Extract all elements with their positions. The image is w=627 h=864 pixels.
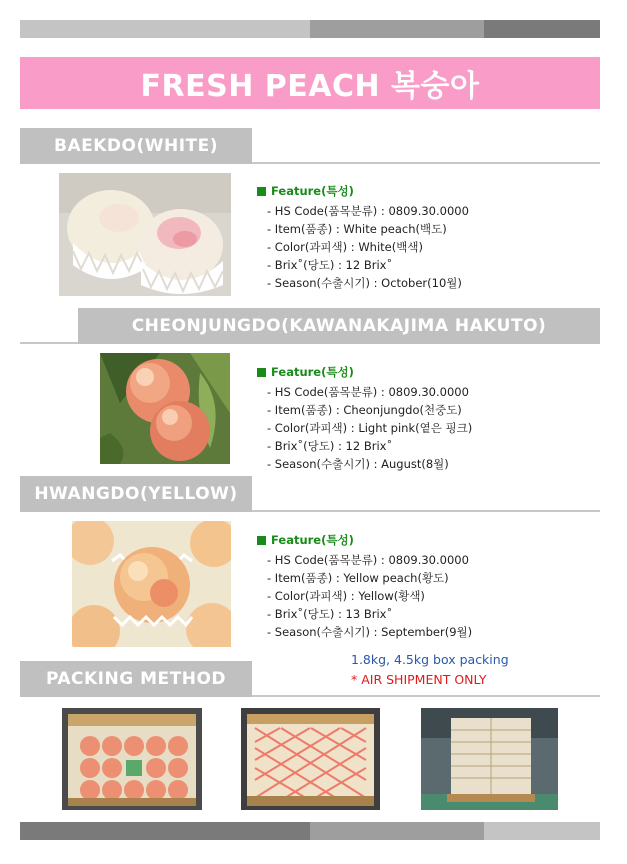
feature-label: Feature(특성) xyxy=(271,184,354,198)
top-bar xyxy=(20,20,600,38)
feature-line: - Item(품종) : Cheonjungdo(천중도) xyxy=(267,403,462,417)
section-rule xyxy=(20,342,78,344)
feature-line: - HS Code(품목분류) : 0809.30.0000 xyxy=(267,204,469,218)
box-packing-photo xyxy=(62,708,202,810)
feature-line: - Season(수출시기) : September(9월) xyxy=(267,625,473,639)
section-rule xyxy=(252,162,600,164)
section-title-baekdo: BAEKDO(WHITE) xyxy=(20,128,252,164)
feature-line: - Brix˚(당도) : 13 Brix˚ xyxy=(267,607,393,621)
pallet-photo xyxy=(421,708,558,810)
feature-block-cheonjungdo xyxy=(257,364,472,473)
green-square-icon xyxy=(257,368,266,377)
feature-line: - Brix˚(당도) : 12 Brix˚ xyxy=(267,439,393,453)
section-rule xyxy=(252,695,600,697)
feature-line: - Item(품종) : White peach(백도) xyxy=(267,222,447,236)
bottom-bar xyxy=(20,822,600,840)
feature-line: - Item(품종) : Yellow peach(황도) xyxy=(267,571,449,585)
air-shipment-note: * AIR SHIPMENT ONLY xyxy=(351,672,487,687)
section-title-cheonjungdo: CHEONJUNGDO(KAWANAKAJIMA HAKUTO) xyxy=(78,308,600,344)
section-title-hwangdo: HWANGDO(YELLOW) xyxy=(20,476,252,512)
feature-label: Feature(특성) xyxy=(271,365,354,379)
feature-line: - HS Code(품목분류) : 0809.30.0000 xyxy=(267,553,469,567)
cheonjungdo-peach-photo xyxy=(100,353,230,464)
feature-block-baekdo xyxy=(257,183,469,292)
feature-line: - Color(과피색) : Yellow(황색) xyxy=(267,589,425,603)
white-peach-photo xyxy=(59,173,231,296)
section-title-packing: PACKING METHOD xyxy=(20,661,252,697)
feature-line: - HS Code(품목분류) : 0809.30.0000 xyxy=(267,385,469,399)
feature-line: - Color(과피색) : Light pink(옅은 핑크) xyxy=(267,421,473,435)
net-packing-photo xyxy=(241,708,380,810)
feature-line: - Brix˚(당도) : 12 Brix˚ xyxy=(267,258,393,272)
feature-label: Feature(특성) xyxy=(271,533,354,547)
green-square-icon xyxy=(257,187,266,196)
section-rule xyxy=(252,510,600,512)
page-title: FRESH PEACH 복숭아 xyxy=(20,57,600,109)
green-square-icon xyxy=(257,536,266,545)
yellow-peach-photo xyxy=(72,521,231,647)
packing-note: 1.8kg, 4.5kg box packing xyxy=(351,652,509,667)
feature-line: - Season(수출시기) : August(8월) xyxy=(267,457,449,471)
feature-line: - Season(수출시기) : October(10월) xyxy=(267,276,462,290)
feature-line: - Color(과피색) : White(백색) xyxy=(267,240,423,254)
feature-block-hwangdo xyxy=(257,532,472,641)
